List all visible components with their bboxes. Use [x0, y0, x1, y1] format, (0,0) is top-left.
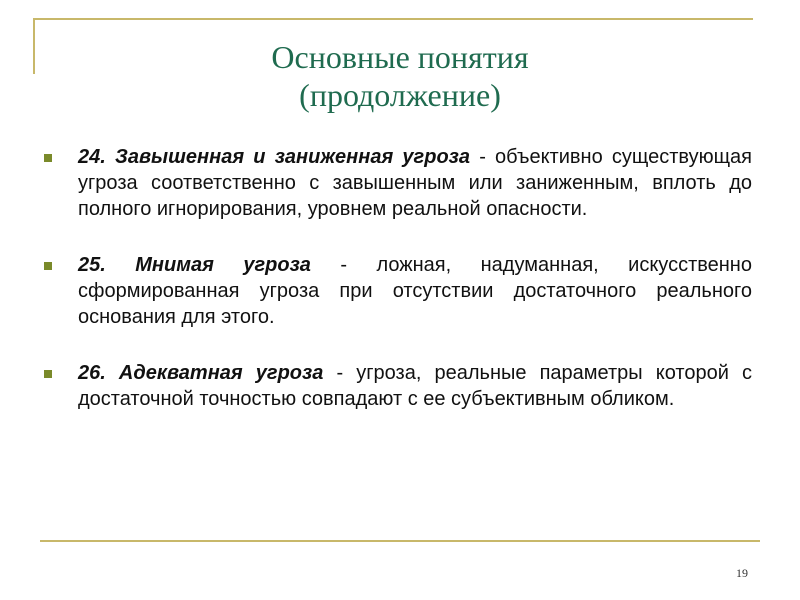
bottom-border-line — [40, 540, 760, 542]
definition-list — [42, 144, 752, 442]
title-line-2: (продолжение) — [299, 77, 501, 113]
definition-term: 25. Мнимая угроза — [78, 254, 311, 276]
square-bullet-icon — [44, 370, 52, 378]
page-number: 19 — [736, 566, 748, 580]
title-line-1: Основные понятия — [271, 39, 529, 75]
definition-text: - угроза, реальные параметры которой с достаточной точностью совпадают с ее субъективным обликом. — [78, 362, 752, 410]
slide-title — [0, 38, 800, 114]
square-bullet-icon — [44, 262, 52, 270]
definition-item — [42, 360, 752, 412]
definition-item — [42, 252, 752, 330]
definition-item — [42, 144, 752, 222]
definition-term: 26. Адекватная угроза — [78, 362, 324, 384]
definition-text: - ложная, надуманная, искусственно сформированная угроза при отсутствии достаточного реального основания для этого. — [78, 254, 752, 328]
square-bullet-icon — [44, 154, 52, 162]
definition-text: - объективно существующая угроза соответственно с завышенным или заниженным, вплоть до полного игнорирования, уровнем реальной опасности. — [78, 146, 752, 220]
top-border-line — [33, 18, 753, 20]
definition-term: 24. Завышенная и заниженная угроза — [78, 146, 470, 168]
